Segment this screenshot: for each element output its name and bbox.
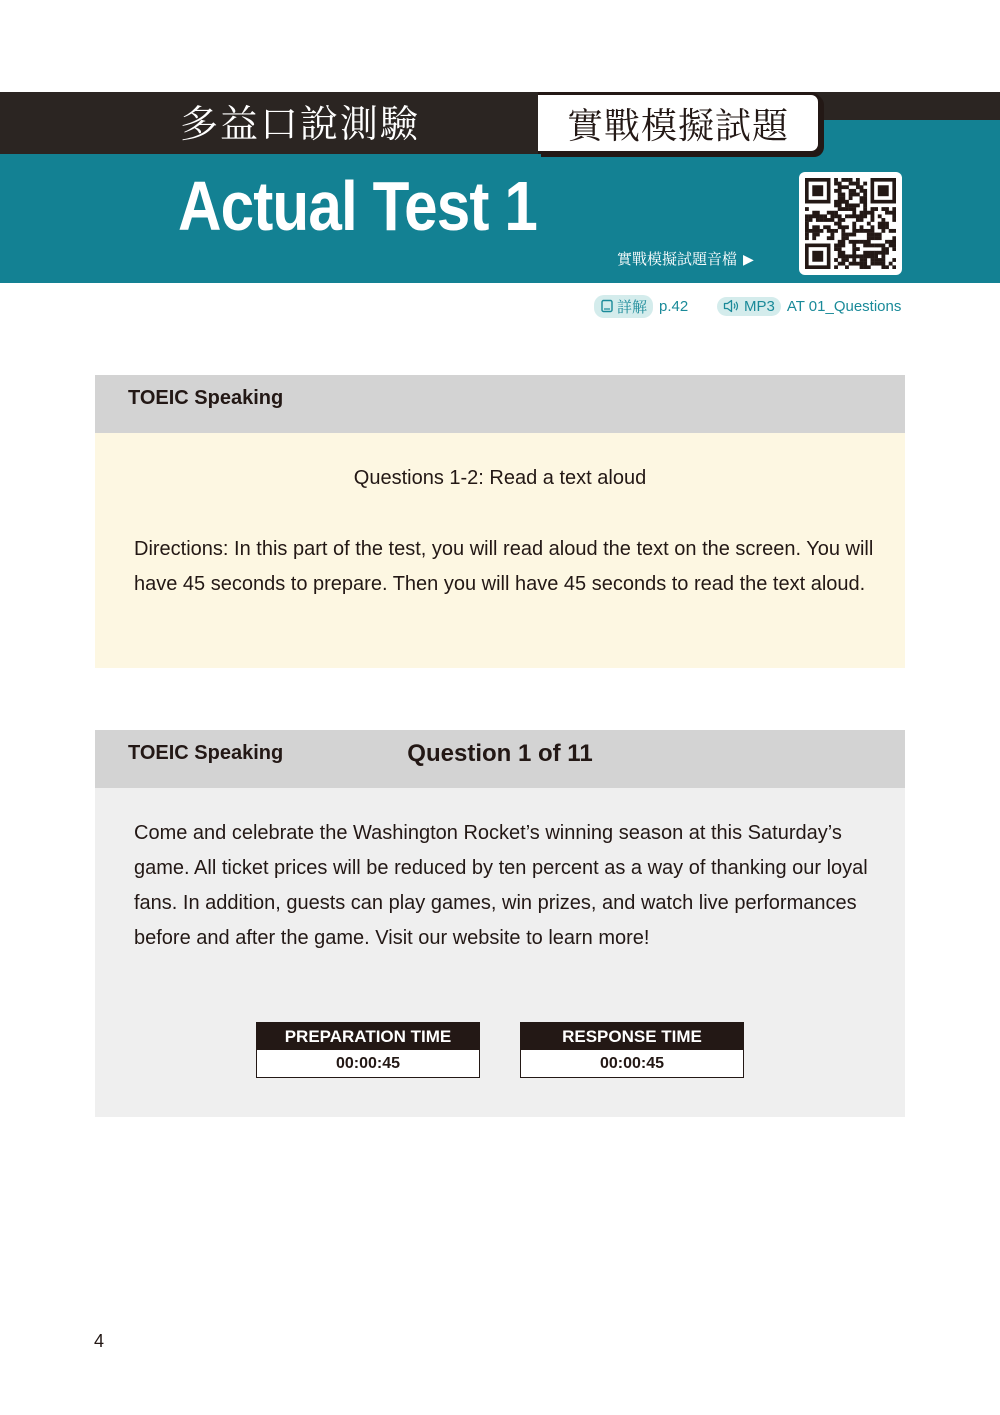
series-title: 多益口說測驗 (180, 102, 421, 146)
response-label: RESPONSE TIME (521, 1023, 743, 1050)
questions-heading: Questions 1-2: Read a text aloud (353, 467, 647, 489)
directions-text: Directions: In this part of the test, you will read aloud the text on the screen. You will have 45 seconds to prepare. Then you will have 45 seconds to read the text aloud. (134, 538, 874, 595)
audio-label-text: 實戰模擬試題音檔 (617, 250, 738, 268)
question-number: Question 1 of 11 (407, 740, 593, 767)
mp3-track: AT 01_Questions (786, 297, 902, 315)
panel1-header (95, 375, 905, 433)
test-title: Actual Test 1 (178, 167, 538, 245)
passage-text: Come and celebrate the Washington Rocket’s winning season at this Saturday’s game. All ticket prices will be reduced by ten percent as a way of thanking our loyal fans. In addition, guests can play games, win prizes, and watch live performances before and after the game. Visit our website to learn more! (134, 822, 868, 949)
response-timer (520, 1022, 744, 1078)
detail-page: p.42 (659, 297, 689, 315)
detail-tag (594, 295, 653, 318)
page-number: 4 (94, 1331, 105, 1351)
preparation-timer (256, 1022, 480, 1078)
qr-code-icon[interactable] (799, 172, 902, 275)
mp3-tag (717, 297, 781, 316)
qr-code-graphic (805, 178, 896, 269)
panel2-body (95, 788, 905, 1117)
panel2-brand: TOEIC Speaking (128, 742, 284, 764)
detail-tag-label: 詳解 (617, 298, 648, 316)
section-label-box (538, 92, 821, 154)
speaker-icon (723, 299, 741, 313)
response-value: 00:00:45 (599, 1055, 665, 1072)
play-arrow-icon: ▶ (743, 252, 754, 268)
mp3-reference[interactable] (717, 295, 901, 317)
audio-link[interactable] (617, 248, 754, 269)
mp3-tag-label: MP3 (744, 297, 775, 315)
panel1-brand: TOEIC Speaking (128, 387, 284, 409)
panel1-body (95, 433, 905, 668)
panel2-header (95, 730, 905, 788)
section-label: 實戰模擬試題 (566, 105, 789, 147)
preparation-value: 00:00:45 (335, 1055, 401, 1072)
preparation-label: PREPARATION TIME (257, 1023, 479, 1050)
book-icon (600, 299, 614, 313)
detail-reference[interactable] (594, 295, 688, 317)
